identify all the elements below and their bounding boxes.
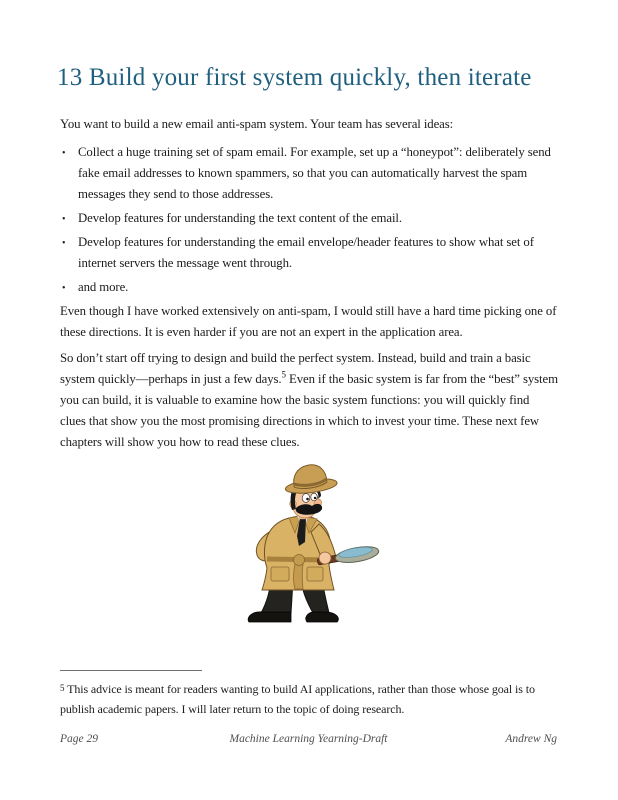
footnote-block <box>60 670 558 719</box>
bullet-icon: • <box>62 283 66 294</box>
list-item-text: Develop features for understanding the email envelope/header features to show what set of internet servers the message went through. <box>78 235 534 270</box>
idea-list <box>60 142 558 298</box>
footer-author: Andrew Ng <box>505 733 557 745</box>
footnote-text: This advice is meant for readers wanting to build AI applications, rather than those whose goal is to publish academic papers. I will later return to the topic of doing research. <box>60 682 535 716</box>
bullet-icon: • <box>62 148 66 159</box>
detective-illustration <box>209 452 409 632</box>
bullet-icon: • <box>62 214 66 225</box>
list-item <box>60 277 558 298</box>
paragraph-text: Even if the basic system is far from the “best” system you can build, it is valuable to examine how the basic system functions: you will quickly find clues that show you the most promising directions in which to invest your time. These next few chapters will show you how to read these clues. <box>60 372 558 449</box>
page-footer <box>60 733 557 745</box>
list-item <box>60 142 558 205</box>
body-paragraph: Even though I have worked extensively on anti-spam, I would still have a hard time picking one of these directions. It is even harder if you are not an expert in the application area. <box>60 304 557 339</box>
fedora-hat <box>283 462 338 496</box>
footnote-marker: 5 <box>60 683 65 693</box>
footnote <box>60 678 558 719</box>
detective-svg <box>209 452 409 632</box>
list-item-text: and more. <box>78 280 129 294</box>
body-paragraph <box>60 348 558 453</box>
footer-page-number: Page 29 <box>60 733 99 745</box>
footer-book-title: Machine Learning Yearning-Draft <box>229 733 388 745</box>
list-item <box>60 208 558 229</box>
list-item-text: Collect a huge training set of spam email. For example, set up a “honeypot”: deliberately send fake email addresses to known spammers, so that you can automatically harvest the spam messages they send to those addresses. <box>78 145 551 201</box>
intro-paragraph: You want to build a new email anti-spam system. Your team has several ideas: <box>60 117 454 131</box>
list-item-text: Develop features for understanding the text content of the email. <box>78 211 402 225</box>
bullet-icon: • <box>62 238 66 249</box>
chapter-title: 13 Build your first system quickly, then iterate <box>57 64 532 91</box>
list-item <box>60 232 558 274</box>
page-content <box>57 62 558 458</box>
footnote-reference: 5 <box>281 369 286 380</box>
paragraph-text: So don’t start off trying to design and build the perfect system. Instead, build and train a basic system quickly—perhaps in just a few days. <box>60 351 531 386</box>
footnote-divider <box>60 670 202 671</box>
